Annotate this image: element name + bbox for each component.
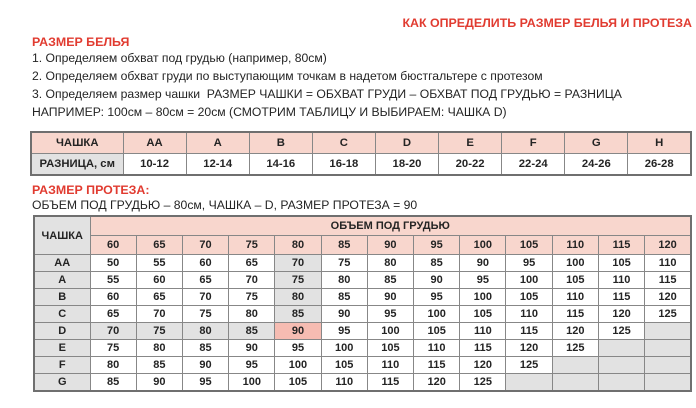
size-cell: 80 — [136, 340, 182, 357]
cup-row-label: F — [34, 357, 90, 374]
difference-cell: 22-24 — [502, 154, 565, 176]
difference-cell: 12-14 — [186, 154, 249, 176]
size-cell: 100 — [552, 255, 598, 272]
lingerie-size-heading: РАЗМЕР БЕЛЬЯ — [32, 35, 130, 49]
size-cell: 105 — [506, 289, 552, 306]
size-cell: 115 — [506, 323, 552, 340]
cup-row-label: D — [34, 323, 90, 340]
underbust-header-cell: 70 — [182, 236, 228, 255]
size-cell: 85 — [136, 357, 182, 374]
underbust-header-cell: 95 — [414, 236, 460, 255]
difference-cell: 24-26 — [565, 154, 628, 176]
cup-header-cell: D — [375, 132, 438, 154]
underbust-header-cell: 115 — [598, 236, 644, 255]
size-cell: 75 — [182, 306, 228, 323]
size-cell: 105 — [367, 340, 413, 357]
empty-cell — [645, 340, 691, 357]
size-cell: 90 — [460, 255, 506, 272]
size-cell: 100 — [229, 374, 275, 392]
size-cell: 100 — [414, 306, 460, 323]
difference-cell: 14-16 — [249, 154, 312, 176]
step-1: 1. Определяем обхват под грудью (например, 80см) — [32, 51, 327, 65]
size-cell: 75 — [90, 340, 136, 357]
step-example: НАПРИМЕР: 100см – 80см = 20см (СМОТРИМ ТАБЛИЦУ И ВЫБИРАЕМ: ЧАШКА D) — [32, 104, 507, 119]
size-cell: 110 — [414, 340, 460, 357]
size-cell: 115 — [460, 340, 506, 357]
cup-header-cell: E — [439, 132, 502, 154]
size-cell: 110 — [321, 374, 367, 392]
size-cell: 50 — [90, 255, 136, 272]
size-cell: 80 — [275, 289, 321, 306]
underbust-header-cell: 75 — [229, 236, 275, 255]
size-cell: 95 — [506, 255, 552, 272]
cup-header-cell: C — [312, 132, 375, 154]
size-cell: 115 — [367, 374, 413, 392]
cup-row-label: AA — [34, 255, 90, 272]
cup-row-label: E — [34, 340, 90, 357]
empty-cell — [598, 374, 644, 392]
size-cell: 80 — [90, 357, 136, 374]
size-cell: 85 — [275, 306, 321, 323]
size-cell: 105 — [414, 323, 460, 340]
cup-table-difference-row — [31, 154, 691, 176]
size-table-band-label: ОБЪЕМ ПОД ГРУДЬЮ — [90, 216, 691, 236]
size-cell: 110 — [506, 306, 552, 323]
size-cell: 80 — [182, 323, 228, 340]
size-table-row — [34, 272, 691, 289]
size-cell: 105 — [460, 306, 506, 323]
cup-table-header-row — [31, 132, 691, 154]
cup-row-label: B — [34, 289, 90, 306]
size-cell: 125 — [598, 323, 644, 340]
size-cell: 115 — [598, 289, 644, 306]
cup-header-cell: G — [565, 132, 628, 154]
cup-header-cell: AA — [123, 132, 186, 154]
size-cell: 95 — [229, 357, 275, 374]
prosthesis-size-heading: РАЗМЕР ПРОТЕЗА: — [32, 183, 150, 197]
size-cell: 80 — [367, 255, 413, 272]
size-cell: 95 — [321, 323, 367, 340]
size-cell: 95 — [367, 306, 413, 323]
size-cell: 125 — [645, 306, 691, 323]
size-cell: 60 — [90, 289, 136, 306]
size-cell: 100 — [506, 272, 552, 289]
size-cell: 75 — [229, 289, 275, 306]
size-cell: 90 — [182, 357, 228, 374]
size-table-row — [34, 306, 691, 323]
prosthesis-size-example: ОБЪЕМ ПОД ГРУДЬЮ – 80см, ЧАШКА – D, РАЗМЕР ПРОТЕЗА = 90 — [32, 198, 418, 212]
size-cell: 115 — [552, 306, 598, 323]
underbust-header-cell: 85 — [321, 236, 367, 255]
size-cell: 90 — [229, 340, 275, 357]
size-cell: 95 — [182, 374, 228, 392]
step-2: 2. Определяем обхват груди по выступающим точкам в надетом бюстгальтере с протезом — [32, 68, 543, 83]
empty-cell — [552, 357, 598, 374]
difference-cell: 26-28 — [628, 154, 691, 176]
cup-table-difference-label: РАЗНИЦА, см — [31, 154, 123, 176]
cup-header-cell: A — [186, 132, 249, 154]
size-table-row — [34, 357, 691, 374]
size-cell: 115 — [645, 272, 691, 289]
size-cell: 65 — [182, 272, 228, 289]
size-cell: 55 — [136, 255, 182, 272]
size-cell: 125 — [552, 340, 598, 357]
size-table-row — [34, 374, 691, 392]
size-cell: 85 — [367, 272, 413, 289]
size-cell: 120 — [506, 340, 552, 357]
cup-row-label: G — [34, 374, 90, 392]
prosthesis-size-table — [33, 215, 692, 392]
size-cell: 70 — [275, 255, 321, 272]
size-cell: 120 — [645, 289, 691, 306]
size-cell: 120 — [414, 374, 460, 392]
size-cell: 75 — [321, 255, 367, 272]
size-cell: 65 — [229, 255, 275, 272]
size-cell: 90 — [414, 272, 460, 289]
size-cell: 120 — [552, 323, 598, 340]
underbust-header-cell: 120 — [645, 236, 691, 255]
size-cell: 110 — [552, 289, 598, 306]
size-cell: 65 — [90, 306, 136, 323]
size-cell: 85 — [414, 255, 460, 272]
empty-cell — [598, 357, 644, 374]
size-table-corner-label: ЧАШКА — [34, 216, 90, 255]
difference-cell: 20-22 — [439, 154, 502, 176]
size-cell: 70 — [90, 323, 136, 340]
size-cell: 60 — [182, 255, 228, 272]
size-cell: 100 — [367, 323, 413, 340]
empty-cell — [598, 340, 644, 357]
cup-row-label: A — [34, 272, 90, 289]
underbust-header-cell: 110 — [552, 236, 598, 255]
size-cell: 105 — [598, 255, 644, 272]
size-cell: 55 — [90, 272, 136, 289]
difference-cell: 18-20 — [375, 154, 438, 176]
size-cell: 65 — [136, 289, 182, 306]
size-cell: 110 — [598, 272, 644, 289]
underbust-header-cell: 80 — [275, 236, 321, 255]
size-cell: 85 — [229, 323, 275, 340]
size-cell: 90 — [321, 306, 367, 323]
size-cell: 70 — [136, 306, 182, 323]
size-cell: 85 — [182, 340, 228, 357]
size-table-row — [34, 323, 691, 340]
size-cell: 115 — [414, 357, 460, 374]
size-table-underbust-row — [34, 236, 691, 255]
underbust-header-cell: 65 — [136, 236, 182, 255]
size-cell: 95 — [275, 340, 321, 357]
size-cell: 90 — [275, 323, 321, 340]
size-cell: 120 — [460, 357, 506, 374]
size-cell: 70 — [182, 289, 228, 306]
cup-table-cup-label: ЧАШКА — [31, 132, 123, 154]
size-cell: 105 — [275, 374, 321, 392]
size-cell: 125 — [460, 374, 506, 392]
size-table-band-row — [34, 216, 691, 236]
size-cell: 110 — [645, 255, 691, 272]
underbust-header-cell: 90 — [367, 236, 413, 255]
size-cell: 80 — [229, 306, 275, 323]
size-cell: 95 — [414, 289, 460, 306]
cup-header-cell: H — [628, 132, 691, 154]
size-cell: 110 — [460, 323, 506, 340]
size-cell: 70 — [229, 272, 275, 289]
size-cell: 85 — [321, 289, 367, 306]
step-3: 3. Определяем размер чашки РАЗМЕР ЧАШКИ = ОБХВАТ ГРУДИ – ОБХВАТ ПОД ГРУДЬЮ = РАЗНИЦА — [32, 86, 622, 101]
size-cell: 75 — [136, 323, 182, 340]
underbust-header-cell: 100 — [460, 236, 506, 255]
page-title: КАК ОПРЕДЕЛИТЬ РАЗМЕР БЕЛЬЯ И ПРОТЕЗА — [402, 16, 692, 30]
size-cell: 85 — [90, 374, 136, 392]
lingerie-size-steps — [32, 50, 622, 122]
empty-cell — [645, 374, 691, 392]
size-table-row — [34, 340, 691, 357]
size-cell: 90 — [367, 289, 413, 306]
cup-difference-table — [30, 131, 692, 176]
size-cell: 110 — [367, 357, 413, 374]
empty-cell — [645, 357, 691, 374]
size-cell: 75 — [275, 272, 321, 289]
size-cell: 100 — [275, 357, 321, 374]
size-cell: 60 — [136, 272, 182, 289]
empty-cell — [645, 323, 691, 340]
cup-header-cell: B — [249, 132, 312, 154]
empty-cell — [552, 374, 598, 392]
cup-header-cell: F — [502, 132, 565, 154]
size-table-row — [34, 255, 691, 272]
size-cell: 100 — [321, 340, 367, 357]
size-cell: 120 — [598, 306, 644, 323]
size-table-row — [34, 289, 691, 306]
empty-cell — [506, 374, 552, 392]
size-cell: 95 — [460, 272, 506, 289]
size-cell: 105 — [321, 357, 367, 374]
difference-cell: 10-12 — [123, 154, 186, 176]
size-cell: 125 — [506, 357, 552, 374]
size-cell: 105 — [552, 272, 598, 289]
underbust-header-cell: 105 — [506, 236, 552, 255]
size-cell: 80 — [321, 272, 367, 289]
size-cell: 90 — [136, 374, 182, 392]
size-cell: 100 — [460, 289, 506, 306]
difference-cell: 16-18 — [312, 154, 375, 176]
cup-row-label: C — [34, 306, 90, 323]
underbust-header-cell: 60 — [90, 236, 136, 255]
